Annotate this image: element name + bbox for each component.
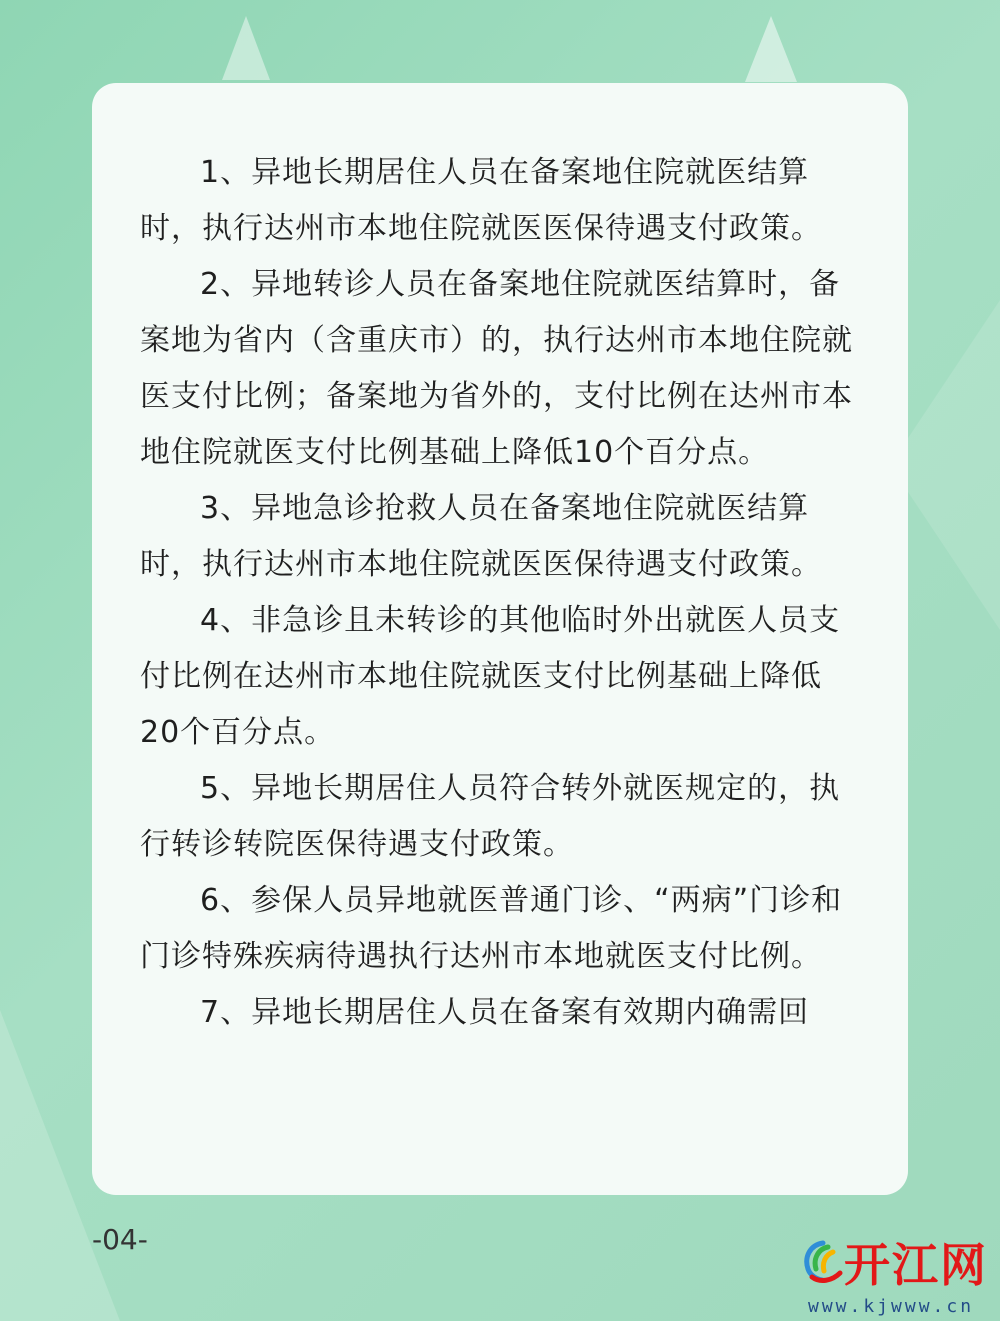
swirl-logo-icon <box>800 1239 846 1285</box>
page-number: -04- <box>92 1223 148 1256</box>
paragraph-5: 5、异地长期居住人员符合转外就医规定的，执行转诊转院医保待遇支付政策。 <box>140 771 841 862</box>
paragraph-4: 4、非急诊且未转诊的其他临时外出就医人员支付比例在达州市本地住院就医支付比例基础上降低20个百分点。 <box>140 603 841 750</box>
policy-text <box>140 145 862 1041</box>
paragraph-3: 3、异地急诊抢救人员在备案地住院就医结算时，执行达州市本地住院就医医保待遇支付政策。 <box>140 491 822 582</box>
paragraph-2: 2、异地转诊人员在备案地住院就医结算时，备案地为省内（含重庆市）的，执行达州市本地住院就医支付比例；备案地为省外的，支付比例在达州市本地住院就医支付比例基础上降低10个百分点。 <box>140 267 853 470</box>
logo-url: www.kjwww.cn <box>808 1296 975 1317</box>
decorative-triangle-right <box>745 16 797 82</box>
paragraph-7: 7、异地长期居住人员在备案有效期内确需回 <box>200 995 810 1030</box>
logo-text: 开江网 <box>844 1238 988 1292</box>
site-logo[interactable] <box>800 1235 1000 1321</box>
content-card <box>92 83 908 1195</box>
paragraph-1: 1、异地长期居住人员在备案地住院就医结算时，执行达州市本地住院就医医保待遇支付政策。 <box>140 155 822 246</box>
paragraph-6: 6、参保人员异地就医普通门诊、“两病”门诊和门诊特殊疾病待遇执行达州市本地就医支付比例。 <box>140 883 843 974</box>
decorative-triangle-left <box>222 16 270 80</box>
